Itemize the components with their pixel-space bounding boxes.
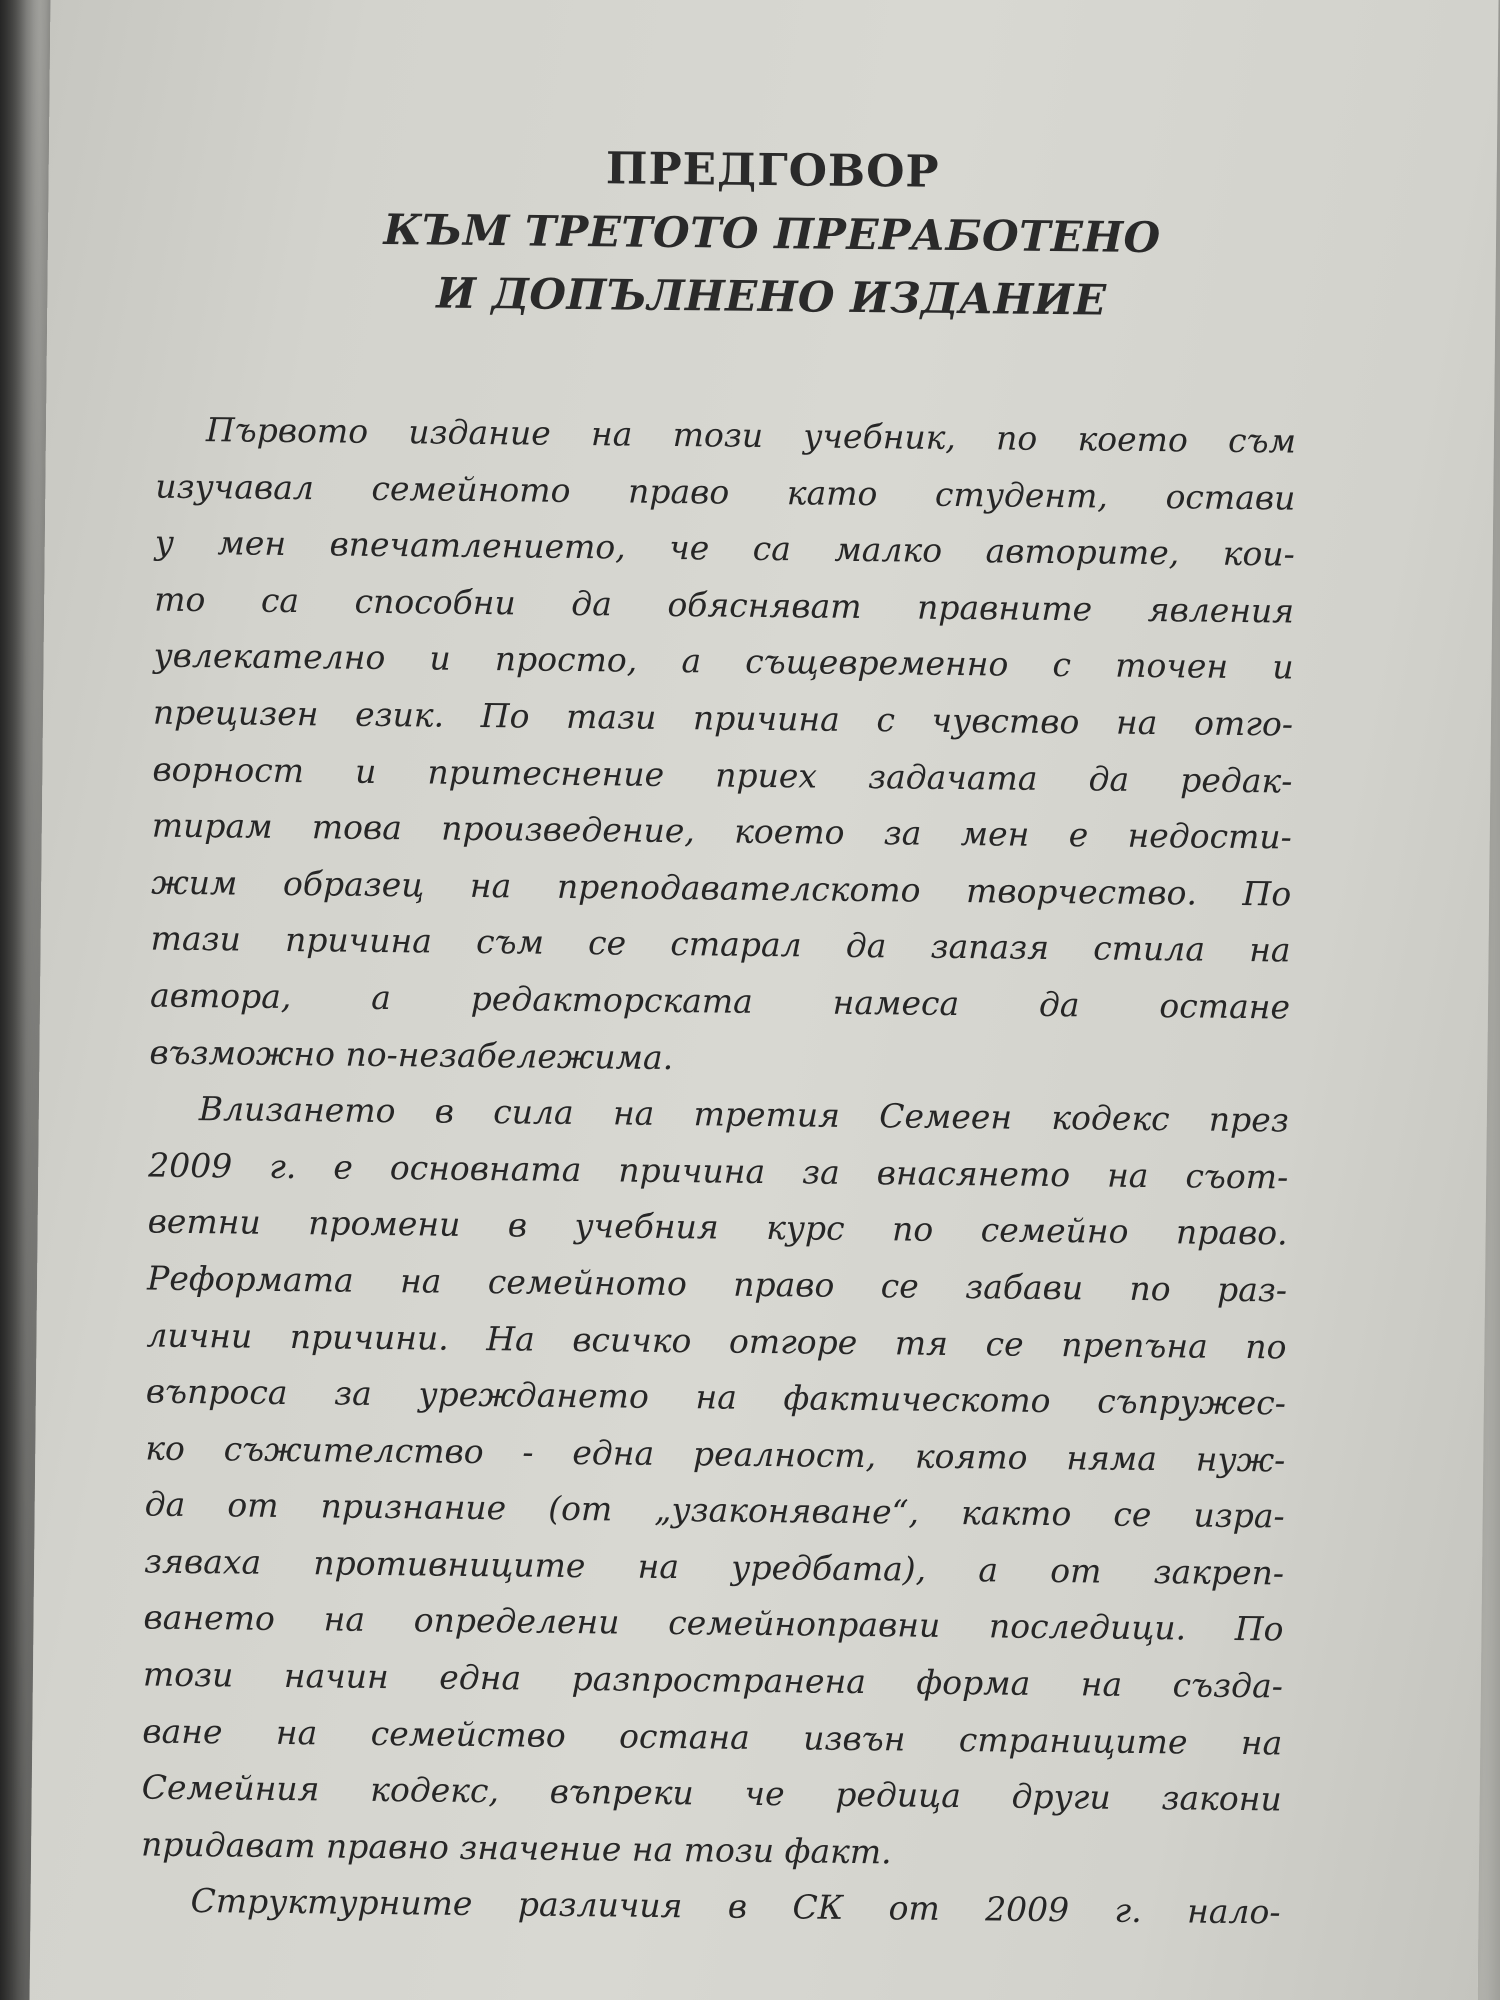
text-line: тирам това произведение, което за мен е недости- <box>151 805 1292 857</box>
preface-body <box>140 402 1296 1942</box>
text-line: въпроса за уреждането на фактическото съпружес- <box>145 1371 1287 1423</box>
text-line: автора, а редакторската намеса да остане <box>149 975 1291 1027</box>
text-line: Първото издание на този учебник, по което съм <box>205 410 1297 461</box>
text-line: Влизането в сила на третия Семеен кодекс през <box>198 1089 1290 1140</box>
text-line: възможно по-незабележима. <box>149 1032 674 1077</box>
text-line: изучавал семейното право като студент, остави <box>155 466 1296 518</box>
text-line: ко съжителство - една реалност, която няма нуж- <box>145 1428 1286 1480</box>
text-line: този начин една разпространена форма на създа- <box>142 1654 1284 1706</box>
text-line: ването на определени семейноправни последици. По <box>143 1598 1284 1649</box>
text-line: жим образец на преподавателското творчество. По <box>151 862 1292 914</box>
title-line-1: ПРЕДГОВОР <box>605 143 940 198</box>
text-line: ване на семейство остана извън страниците на <box>142 1711 1283 1763</box>
text-line: Реформата на семейното право се забави по раз- <box>146 1258 1288 1310</box>
text-line: зяваха противниците на уредбата), а от закреп- <box>143 1541 1285 1593</box>
title-line-2: КЪМ ТРЕТОТО ПРЕРАБОТЕНО <box>383 204 1161 263</box>
book-page <box>29 0 1498 2000</box>
title-line-3: И ДОПЪЛНЕНО ИЗДАНИЕ <box>436 268 1107 325</box>
text-line: у мен впечатлението, че са малко авторите, кои- <box>154 522 1295 574</box>
text-line: 2009 г. е основната причина за внасянето на съот- <box>148 1145 1289 1197</box>
page-title <box>47 132 1497 335</box>
text-line: прецизен език. По тази причина с чувство на отго- <box>152 692 1294 744</box>
text-line: лични причини. На всичко отгоре тя се препъна по <box>146 1315 1287 1366</box>
text-line: да от признание (от „узаконяване“, както се изра- <box>144 1484 1285 1536</box>
text-line: то са способни да обясняват правните явления <box>154 579 1295 631</box>
text-line: ветни промени в учебния курс по семейно право. <box>147 1201 1288 1253</box>
text-line: увлекателно и просто, а същевременно с точен и <box>153 635 1294 687</box>
text-line: ворност и притеснение приех задачата да редак- <box>152 749 1293 801</box>
text-line: Семейния кодекс, въпреки че редица други закони <box>141 1767 1282 1819</box>
text-line: придават правно значение на този факт. <box>140 1824 892 1872</box>
text-line: Структурните различия в СК от 2009 г. нало- <box>190 1881 1281 1932</box>
text-line: тази причина съм се старал да запазя стила на <box>150 918 1291 970</box>
